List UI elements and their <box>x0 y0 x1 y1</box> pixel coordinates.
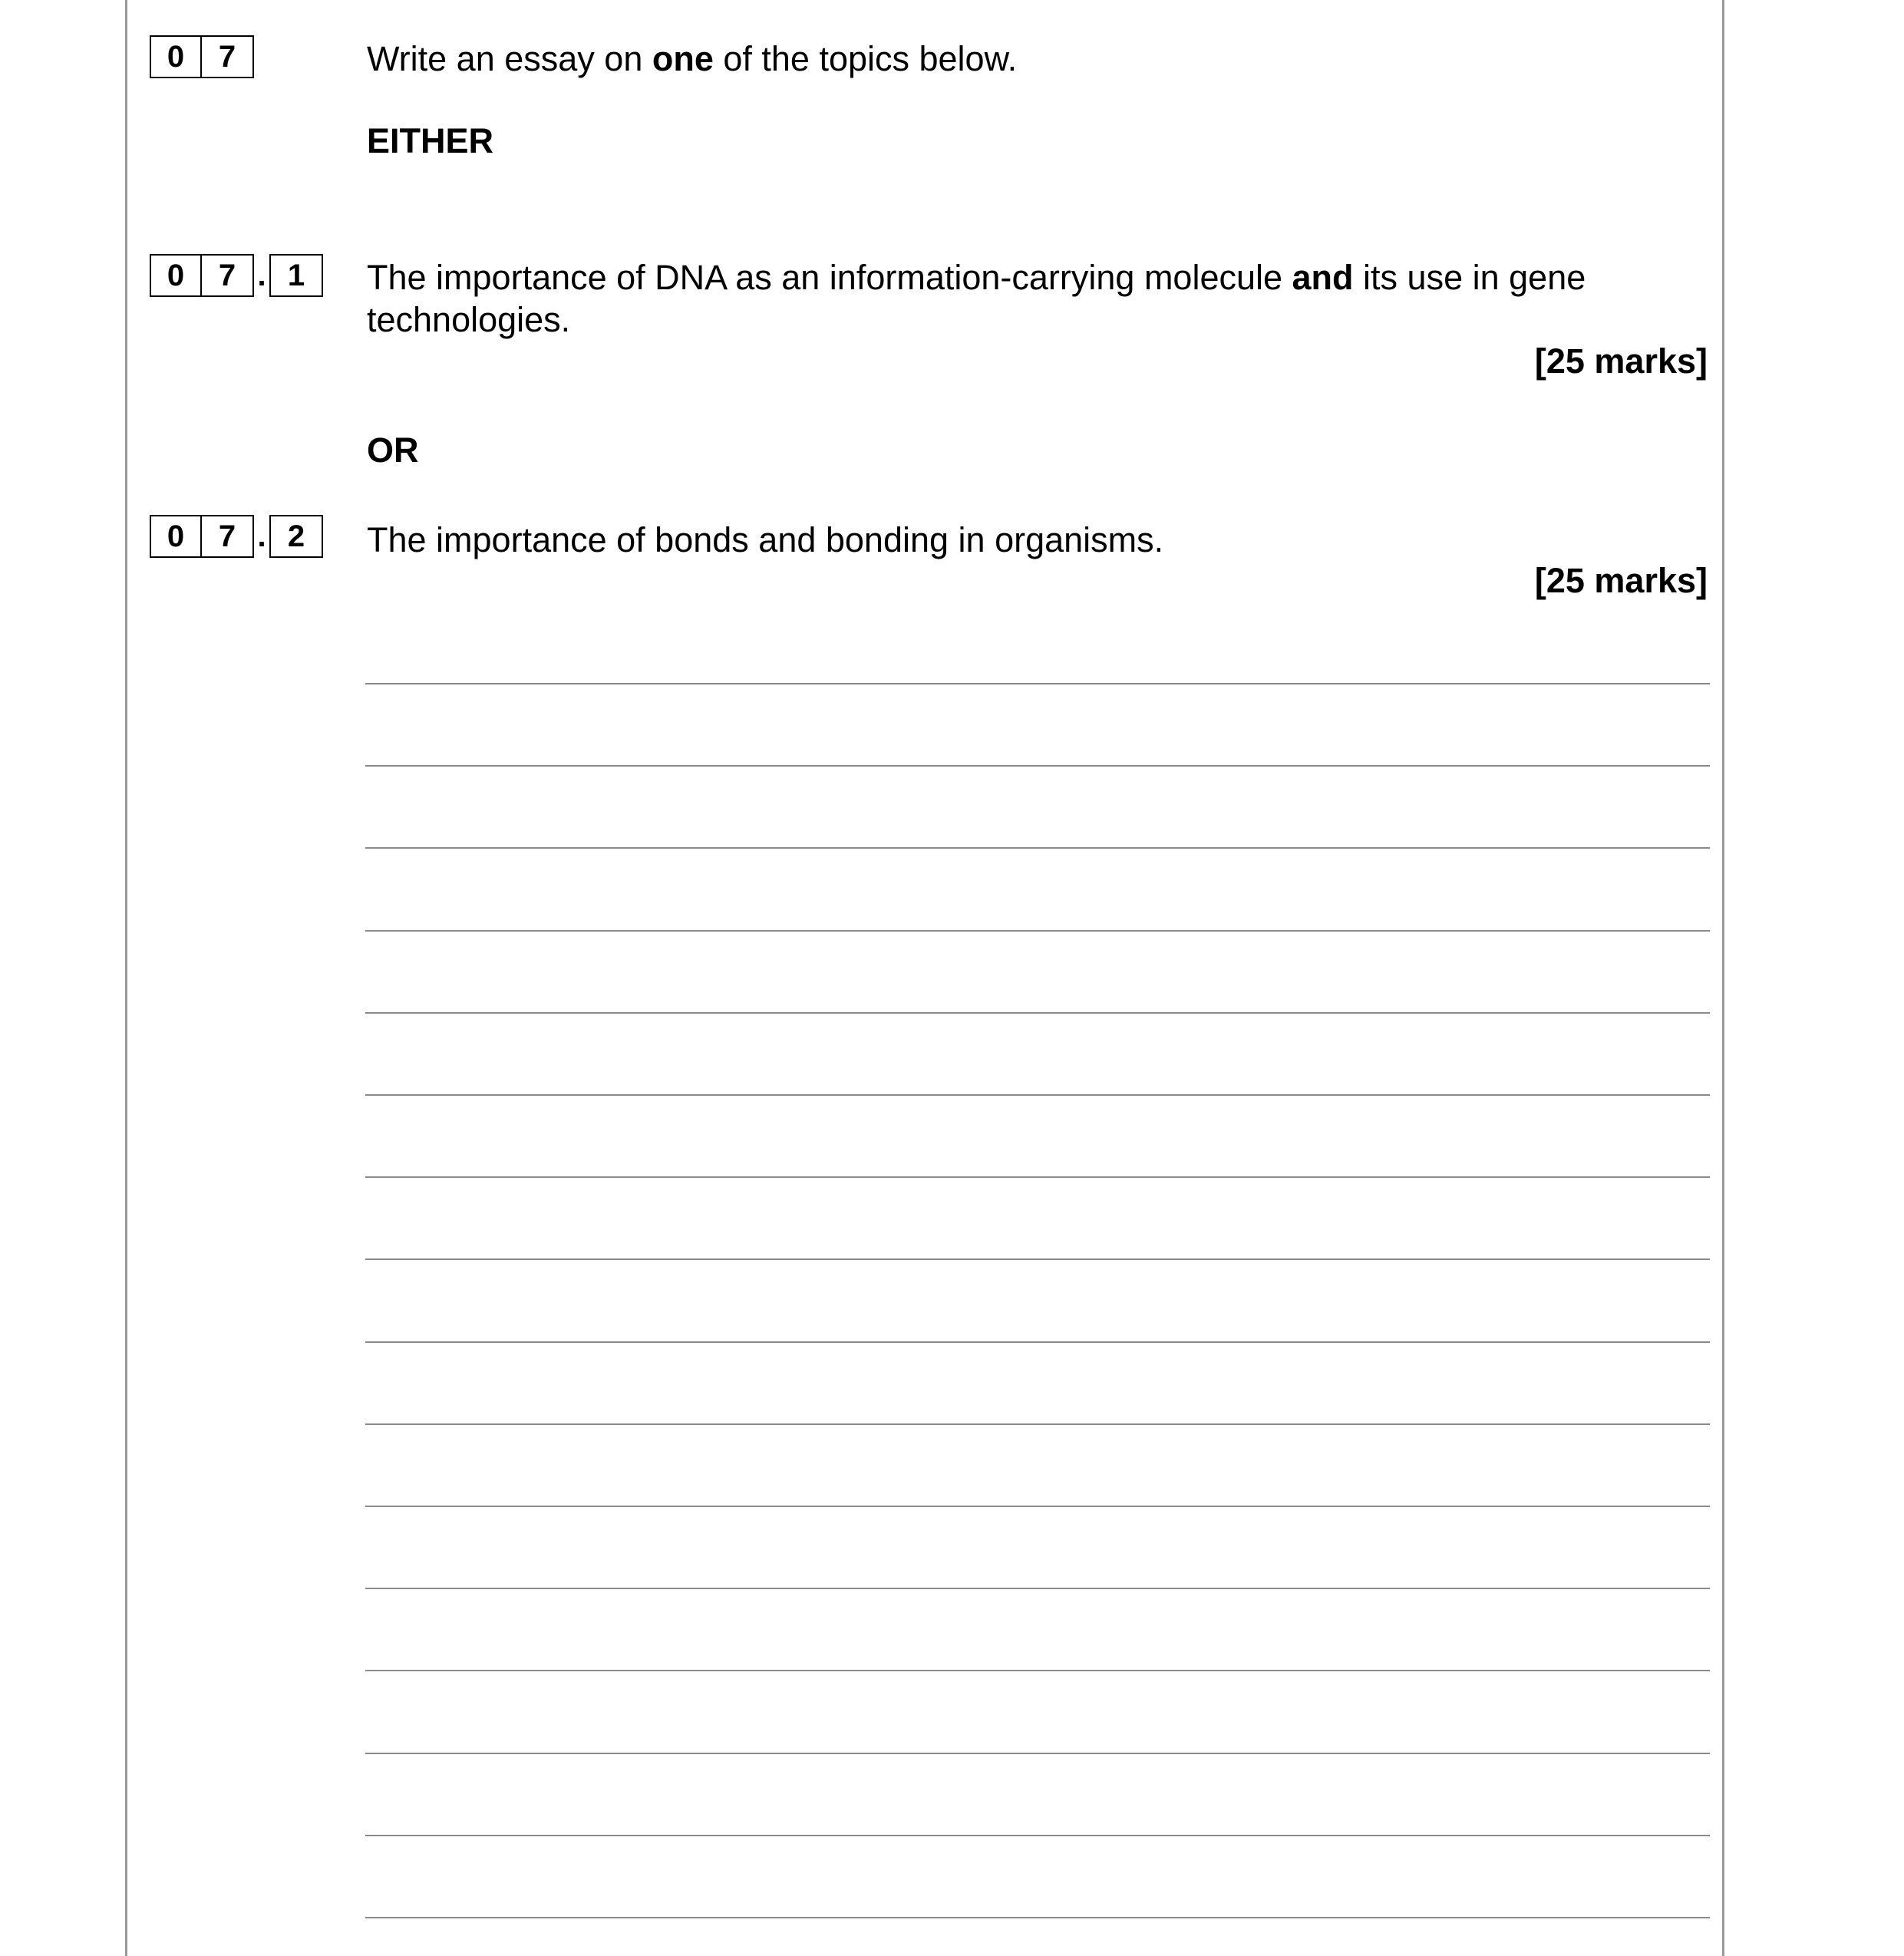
instruction-emphasis: one <box>652 39 714 78</box>
option-1-line-2: technologies. <box>367 300 571 339</box>
sub-question-digit: 1 <box>269 254 323 297</box>
or-label: OR <box>367 430 419 470</box>
instruction-text-after: of the topics below. <box>713 39 1018 78</box>
question-number-box-07 <box>150 35 254 79</box>
answer-line <box>365 847 1710 849</box>
answer-line <box>365 1258 1710 1260</box>
option-1-emphasis: and <box>1292 258 1354 297</box>
answer-line <box>365 1012 1710 1014</box>
page-right-margin-line <box>1722 0 1724 1956</box>
question-digit: 7 <box>202 515 254 558</box>
sub-question-digit: 2 <box>269 515 323 558</box>
answer-line <box>365 1176 1710 1178</box>
answer-writing-area[interactable] <box>365 0 1710 1956</box>
answer-line <box>365 1670 1710 1671</box>
instruction-text-before: Write an essay on <box>367 39 652 78</box>
answer-line <box>365 683 1710 684</box>
question-digit: 0 <box>150 515 202 558</box>
answer-line <box>365 930 1710 932</box>
question-number-dot: . <box>257 520 266 553</box>
answer-line <box>365 1917 1710 1918</box>
answer-line <box>365 1423 1710 1425</box>
option-2-marks: [25 marks] <box>1534 561 1708 600</box>
answer-line <box>365 1094 1710 1096</box>
answer-line <box>365 1835 1710 1836</box>
question-digit: 0 <box>150 35 202 78</box>
answer-line <box>365 1341 1710 1343</box>
answer-line <box>365 1753 1710 1754</box>
question-number-box-07-2 <box>150 514 323 559</box>
question-digit: 0 <box>150 254 202 297</box>
answer-line <box>365 765 1710 767</box>
question-number-dot: . <box>257 259 266 292</box>
option-1-text-before: The importance of DNA as an information-carrying molecule <box>367 258 1292 297</box>
question-digit: 7 <box>202 254 254 297</box>
answer-line <box>365 1506 1710 1507</box>
option-1-text-after: its use in gene <box>1353 258 1586 297</box>
option-1-marks: [25 marks] <box>1534 341 1708 381</box>
option-2-text: The importance of bonds and bonding in organisms. <box>367 520 1164 559</box>
either-label: EITHER <box>367 121 494 160</box>
answer-line <box>365 1588 1710 1589</box>
question-digit: 7 <box>202 35 254 78</box>
page-left-margin-line <box>125 0 127 1956</box>
question-number-box-07-1 <box>150 253 323 298</box>
